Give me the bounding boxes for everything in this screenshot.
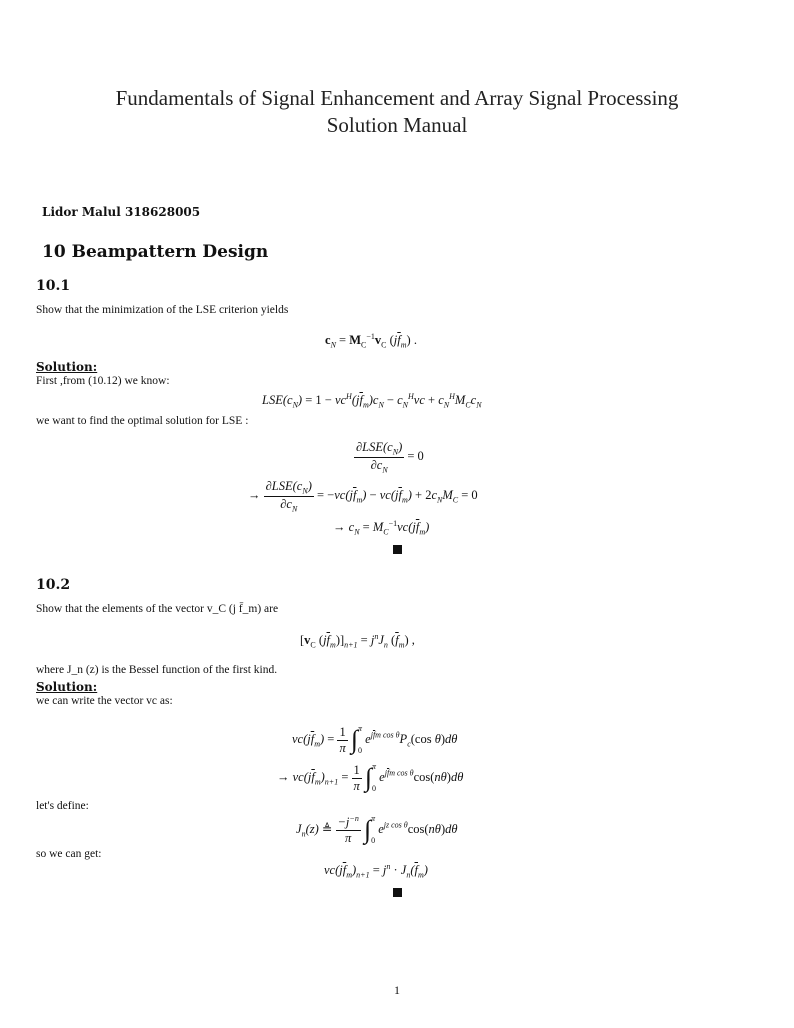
document-title-line2: Solution Manual [326,113,468,137]
equation-solution-cn: → $c_N = M_C^{-1}vc(j\overline{f}_m)$ [333,519,430,537]
solution-line: let's define: [36,800,89,812]
solution-line: we can write the vector vc as: [36,695,173,707]
statement-text: Show that the elements of the vector v_C (j f̄_m) are [36,603,279,615]
equation-vc-n-plus-1: → $vc(j\overline{f}_m)_{n+1}$ = $\frac{1}{\pi}$ ∫ π 0 $e^{j\overline{f}m cos \theta}\cos(n\theta)d\theta$ [277,762,464,793]
equation-lse: $LSE(c_N) = 1 - vc^H(j\overline{f}_m)c_N - c_N^Hvc + c_N^HM_Cc_N$ [262,392,482,410]
problem-statement-10-2 [36,603,278,615]
page-number: 1 [394,983,400,997]
statement-after-10-2: where J_n (z) is the Bessel function of the first kind. [36,664,278,676]
solution-line: so we can get: [36,848,102,860]
solution-line: we want to find the optimal solution for LSE : [36,415,249,427]
problem-number-10-1: 10.1 [36,278,71,294]
statement-equation-10-1: $c_N = M_C^{-1}v_C$ $(j\overline{f}_m)$ . [325,332,417,350]
qed-square [393,545,402,554]
equation-derivative: → $\frac{\partial LSE(c_N)}{\partial c_N}$ = $-vc(j\overline{f}_m) - vc(j\overline{f}_m) + 2c_NM_C = 0$ [248,479,478,513]
chapter-heading: 10 Beampattern Design [42,242,269,262]
problem-number-10-2: 10.2 [36,577,71,593]
solution-label-10-1: Solution: [36,360,98,374]
statement-equation-10-2: [$v_C$ $(j\overline{f}_m)]_{n+1} = j^nJ_n$ $(\overline{f}_m)$ , [300,632,415,650]
equation-derivative-zero: $\frac{\partial LSE(c_N)}{\partial c_N}$ = 0 [356,440,424,474]
author: Lidor Malul 318628005 [42,205,201,219]
problem-statement-10-1: Show that the minimization of the LSE criterion yields [36,304,289,316]
document-title-line1: Fundamentals of Signal Enhancement and Array Signal Processing [115,86,679,110]
equation-bessel-definition: $J_n(z)$ ≜ $\frac{-j^{-n}}{\pi}$ ∫ π 0 $e^{jz cos \theta}\cos(n\theta)d\theta$ [296,813,458,846]
solution-label-10-2: Solution: [36,680,98,694]
equation-final-result: $vc(j\overline{f}_m)_{n+1} = j^n \cdot J_n(\overline{f}_m)$ [324,862,428,880]
solution-line: First ,from (10.12) we know: [36,375,170,387]
equation-vc-integral: $vc(j\overline{f}_m)$ = $\frac{1}{\pi}$ ∫ π 0 $e^{j\overline{f}m cos \theta}P_c(\cos$ θ)dθ [292,724,458,755]
qed-square [393,888,402,897]
